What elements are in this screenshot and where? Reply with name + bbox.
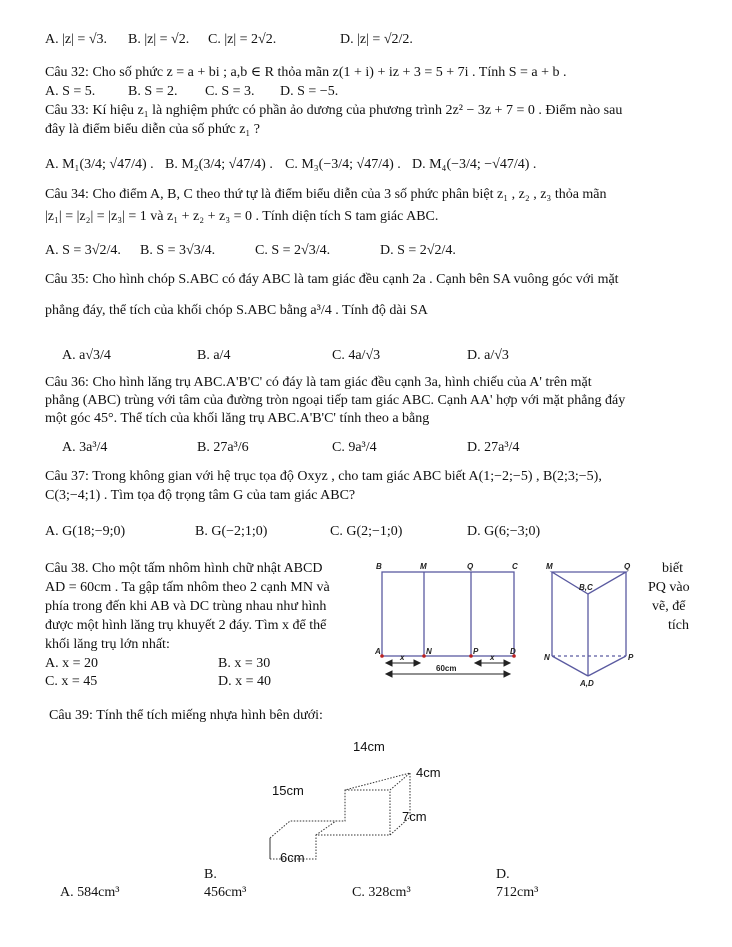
q35-option-d: D. a/√3 — [467, 348, 509, 363]
q36-stem-line2: phẳng (ABC) trùng với tâm của đường tròn ngoại tiếp tam giác ABC. Cạnh AA' hợp với mặt phẳng đáy — [45, 393, 626, 408]
label-bc: B,C — [579, 583, 593, 592]
q32-option-b: B. S = 2. — [128, 84, 178, 99]
q36-option-b: B. 27a³/6 — [197, 440, 249, 455]
q35-stem-line1: Câu 35: Cho hình chóp S.ABC có đáy ABC là tam giác đều cạnh 2a . Cạnh bên SA vuông góc với mặt — [45, 272, 619, 287]
label-p: P — [473, 647, 479, 656]
label-n: N — [426, 647, 432, 656]
q38-line4-right: tích — [668, 618, 689, 633]
q34-option-a: A. S = 3√2/4. — [45, 243, 121, 258]
q32-stem: Câu 32: Cho số phức z = a + bi ; a,b ∈ R thỏa mãn z(1 + i) + iz + 3 = 5 + 7i . Tính S = a + b . — [45, 65, 567, 80]
q39-option-d-value: 712cm³ — [496, 885, 539, 900]
dim-15cm: 15cm — [272, 783, 304, 798]
q35-option-a: A. a√3/4 — [62, 348, 111, 363]
q38-figure — [374, 560, 664, 692]
q38-line1-right: biết — [662, 561, 683, 576]
label-60cm: 60cm — [436, 664, 457, 673]
label-q: Q — [467, 562, 474, 571]
q39-option-a: A. 584cm³ — [60, 885, 120, 900]
q38-line2: AD = 60cm . Ta gập tấm nhôm theo 2 cạnh MN và — [45, 580, 330, 595]
q34-option-d: D. S = 2√2/4. — [380, 243, 456, 258]
q39-option-b-letter: B. — [204, 867, 217, 882]
dim-4cm: 4cm — [416, 765, 441, 780]
q37-option-a: A. G(18;−9;0) — [45, 524, 126, 539]
q37-stem-line2: C(3;−4;1) . Tìm tọa độ trọng tâm G của tam giác ABC? — [45, 488, 356, 503]
q36-option-c: C. 9a³/4 — [332, 440, 377, 455]
q36-option-a: A. 3a³/4 — [62, 440, 108, 455]
q36-stem-line3: một góc 45°. Thể tích của khối lăng trụ ABC.A'B'C' tính theo a bằng — [45, 411, 430, 426]
q33-option-d: D. M₄(−3/4; −√47/4) . — [412, 157, 537, 172]
q38-line3: phía trong đến khi AB và DC trùng nhau như hình — [45, 599, 327, 614]
dim-14cm: 14cm — [353, 739, 385, 754]
q33-stem-line1: Câu 33: Kí hiệu z₁ là nghiệm phức có phần ảo dương của phương trình 2z² − 3z + 7 = 0 . Điểm nào sau — [45, 103, 623, 118]
q38-line1: Câu 38. Cho một tấm nhôm hình chữ nhật ABCD — [45, 561, 323, 576]
q39-figure — [250, 735, 470, 870]
label-d: D — [510, 647, 516, 656]
label-n2: N — [544, 653, 550, 662]
q31-option-b: B. |z| = √2. — [128, 32, 190, 47]
q38-line5: khối lăng trụ lớn nhất: — [45, 637, 170, 652]
q38-option-c: C. x = 45 — [45, 674, 98, 689]
q32-option-c: C. S = 3. — [205, 84, 255, 99]
q39-option-b-value: 456cm³ — [204, 885, 247, 900]
q34-option-c: C. S = 2√3/4. — [255, 243, 331, 258]
q36-stem-line1: Câu 36: Cho hình lăng trụ ABC.A'B'C' có đáy là tam giác đều cạnh 3a, hình chiếu của A' trên mặt — [45, 375, 592, 390]
q31-option-a: A. |z| = √3. — [45, 32, 108, 47]
q35-option-b: B. a/4 — [197, 348, 231, 363]
sheet-rect — [382, 572, 514, 656]
dim-7cm: 7cm — [402, 809, 427, 824]
q34-stem-line2: |z₁| = |z₂| = |z₃| = 1 và z₁ + z₂ + z₃ = 0 . Tính diện tích S tam giác ABC. — [45, 209, 439, 224]
q31-option-d: D. |z| = √2/2. — [340, 32, 413, 47]
q32-option-d: D. S = −5. — [280, 84, 339, 99]
q33-stem-line2: đây là điểm biểu diễn của số phức z₁ ? — [45, 122, 261, 137]
q32-option-a: A. S = 5. — [45, 84, 96, 99]
q37-option-c: C. G(2;−1;0) — [330, 524, 403, 539]
q31-option-c: C. |z| = 2√2. — [208, 32, 277, 47]
q37-option-d: D. G(6;−3;0) — [467, 524, 541, 539]
q33-option-c: C. M₃(−3/4; √47/4) . — [285, 157, 401, 172]
q38-option-d: D. x = 40 — [218, 674, 272, 689]
q36-option-d: D. 27a³/4 — [467, 440, 520, 455]
q38-option-b: B. x = 30 — [218, 656, 271, 671]
q39-option-d-letter: D. — [496, 867, 510, 882]
q38-option-a: A. x = 20 — [45, 656, 99, 671]
q38-line2-right: PQ vào — [648, 580, 690, 595]
label-x-right: x — [490, 653, 495, 662]
q37-option-b: B. G(−2;1;0) — [195, 524, 268, 539]
q39-option-c: C. 328cm³ — [352, 885, 411, 900]
label-c: C — [512, 562, 518, 571]
label-q2: Q — [624, 562, 631, 571]
q35-stem-line2: phẳng đáy, thể tích của khối chóp S.ABC bằng a³/4 . Tính độ dài SA — [45, 303, 428, 318]
q38-line4: được một hình lăng trụ khuyết 2 đáy. Tìm x để thể — [45, 618, 327, 633]
label-a: A — [375, 647, 381, 656]
label-x-left: x — [400, 653, 405, 662]
label-m: M — [420, 562, 427, 571]
q38-line3-right: vẽ, để — [652, 599, 686, 614]
q37-stem-line1: Câu 37: Trong không gian với hệ trục tọa độ Oxyz , cho tam giác ABC biết A(1;−2;−5) , B(2;3;−5), — [45, 469, 602, 484]
q39-stem: Câu 39: Tính thể tích miếng nhựa hình bên dưới: — [49, 708, 323, 723]
q34-stem-line1: Câu 34: Cho điểm A, B, C theo thứ tự là điểm biểu diễn của 3 số phức phân biệt z₁ , z₂ , z₃ thỏa mãn — [45, 187, 607, 202]
q33-option-b: B. M₂(3/4; √47/4) . — [165, 157, 273, 172]
label-m2: M — [546, 562, 553, 571]
q33-option-a: A. M₁(3/4; √47/4) . — [45, 157, 154, 172]
label-p2: P — [628, 653, 634, 662]
q34-option-b: B. S = 3√3/4. — [140, 243, 216, 258]
label-b: B — [376, 562, 382, 571]
q35-option-c: C. 4a/√3 — [332, 348, 381, 363]
label-ad: A,D — [580, 679, 594, 688]
dim-6cm: 6cm — [280, 850, 305, 865]
